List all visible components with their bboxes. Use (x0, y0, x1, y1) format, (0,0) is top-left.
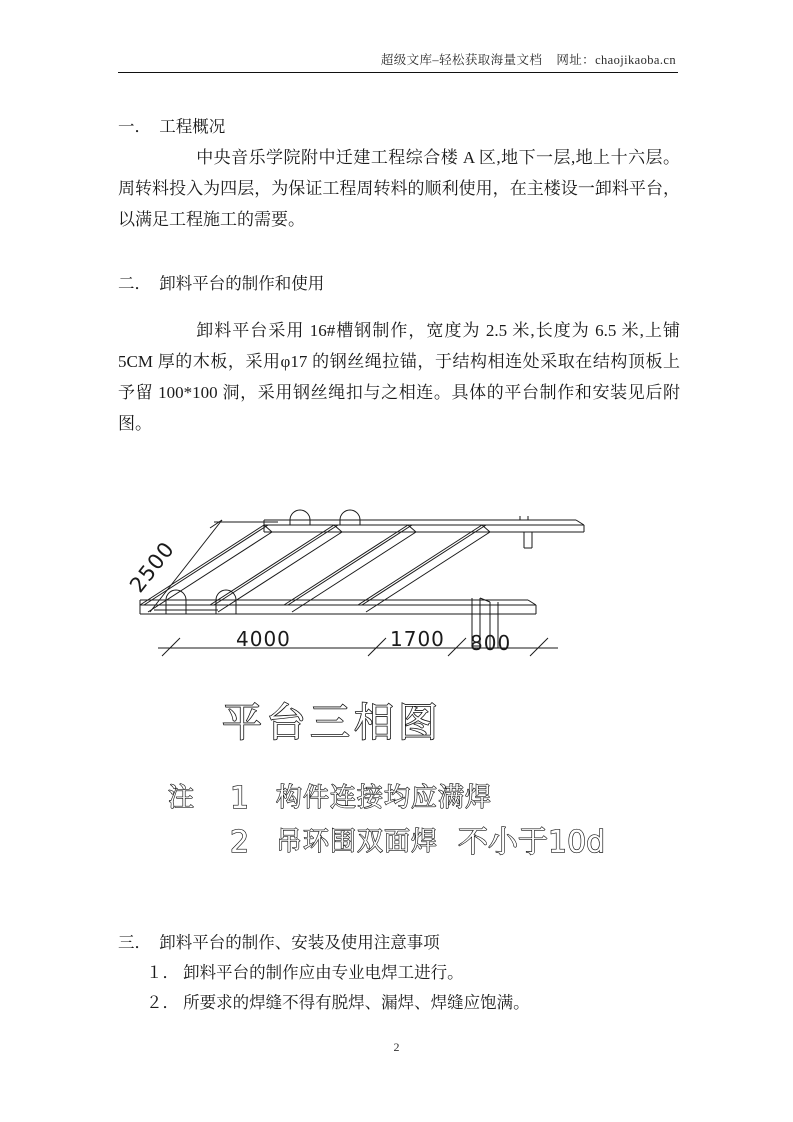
spacer (118, 235, 680, 261)
dimension-4000-label: 4000 (236, 627, 291, 651)
dimension-2500-label: 2500 (125, 537, 180, 598)
platform-isometric-drawing (118, 498, 680, 688)
spacer (118, 299, 680, 315)
dimension-1700-label: 1700 (390, 627, 445, 651)
note-2-suffix: 不小于10d (458, 825, 606, 860)
page-number: 2 (393, 1040, 400, 1054)
drawing-canvas (118, 498, 680, 688)
document-body (118, 112, 680, 439)
section-three-item-1: １． 卸料平台的制作应由专业电焊工进行。 (146, 963, 464, 982)
section-three-item-2: ２． 所要求的焊缝不得有脱焊、漏焊、焊缝应饱满。 (146, 993, 530, 1012)
cross-beam-3 (284, 525, 416, 612)
section-one-heading: 一． 工程概况 (118, 117, 226, 136)
lifting-ring-back-1 (290, 510, 310, 525)
figure-notes (168, 778, 638, 874)
note-1-text: 构件连接均应满焊 (276, 783, 493, 813)
cross-beam-2 (210, 525, 342, 612)
front-rail (140, 600, 536, 614)
note-1-number: 1 (230, 781, 250, 816)
cross-beam-4 (358, 525, 490, 612)
section-three-heading: 三． 卸料平台的制作、安装及使用注意事项 (118, 933, 440, 952)
section-three (118, 928, 680, 1018)
figure-caption-text: 平台三相图 (222, 700, 442, 746)
section-two-heading: 二． 卸料平台的制作和使用 (118, 274, 325, 293)
section-one-paragraph: 中央音乐学院附中迁建工程综合楼 A 区,地下一层,地上十六层。周转料投入为四层，为保证工程周转料的顺利使用，在主楼设一卸料平台，以满足工程施工的需要。 (118, 148, 680, 229)
header-watermark-text: 超级文库–轻松获取海量文档 网址：chaojikaoba.cn (380, 53, 676, 67)
back-rail (264, 520, 584, 532)
figure-caption (222, 694, 522, 750)
section-two-paragraph: 卸料平台采用 16#槽钢制作，宽度为 2.5 米,长度为 6.5 米,上铺 5CM 厚的木板，采用φ17 的钢丝绳拉锚，于结构相连处采取在结构顶板上予留 100*100 洞，采用钢丝绳扣与之相连。具体的平台制作和安装见后附图。 (118, 321, 680, 433)
page-header (118, 52, 678, 73)
notes-label: 注 (168, 783, 195, 813)
note-2-number: 2 (230, 825, 250, 860)
dimension-800-label: 800 (470, 631, 512, 655)
note-2-text: 吊环围双面焊 (276, 827, 439, 857)
header-divider (118, 72, 678, 73)
lifting-ring-back-2 (340, 510, 360, 525)
